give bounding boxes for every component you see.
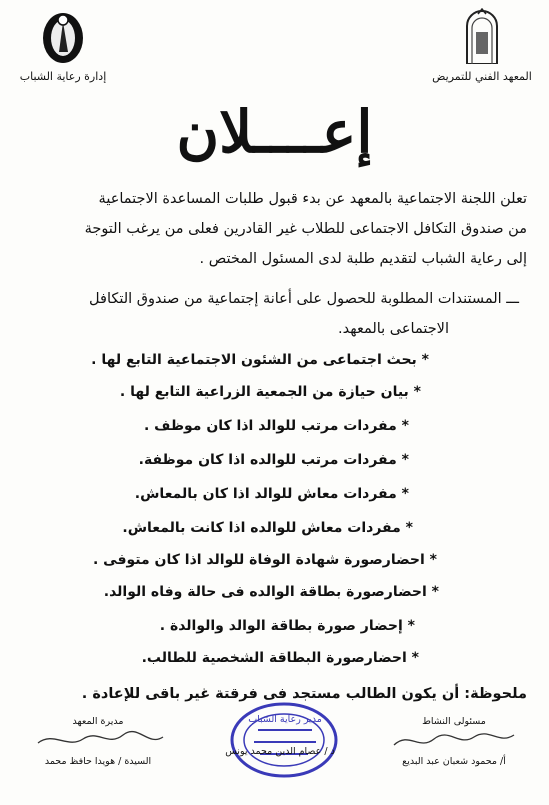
signature-name: السيدة / هويدا حافظ محمد [44, 756, 152, 767]
documents-heading [18, 284, 519, 344]
list-item: * بحث اجتماعى من الشئون الاجتماعية التابع لها . [91, 352, 429, 368]
youth-care-header [8, 8, 118, 83]
list-item: * احضارصورة البطاقة الشخصية للطالب. [141, 650, 419, 666]
body-line-1: تعلن اللجنة الاجتماعية بالمعهد عن بدء قبول طلبات المساعدة الاجتماعية [98, 191, 527, 207]
documents-line-2: الاجتماعى بالمعهد. [338, 321, 449, 337]
list-item: * احضارصورة بطاقة الوالده فى حالة وفاه الوالد. [103, 584, 439, 600]
list-item: * احضارصورة شهادة الوفاة للوالد اذا كان متوفى . [92, 552, 437, 568]
signature-title: مسئولى النشاط [422, 716, 486, 727]
stamp-title: مدير رعاية الشباب [248, 714, 322, 725]
youth-care-logo [41, 8, 85, 64]
youth-care-director-signature [200, 746, 360, 757]
body-line-2: من صندوق التكافل الاجتماعى للطلاب غير القادرين فعلى من يرغب التوجة [84, 221, 527, 237]
list-item: * بيان حيازة من الجمعية الزراعية التابع لها . [119, 384, 421, 400]
institute-director-signature [18, 716, 178, 767]
list-item: * مفردات معاش للوالد اذا كان بالمعاش. [134, 486, 409, 502]
official-stamp [228, 700, 340, 780]
list-item: * إحضار صورة بطاقة الوالد والوالدة . [159, 618, 415, 634]
signature-title: مديرة المعهد [72, 716, 124, 727]
handwritten-signature [28, 727, 168, 753]
handwritten-signature [389, 727, 519, 753]
documents-line-1: ـــ المستندات المطلوبة للحصول على أعانة إجتماعية من صندوق التكافل [89, 291, 519, 307]
note: ملحوظة: أن يكون الطالب مستجد فى فرقتة غير باقى للإعادة . [81, 686, 527, 702]
institute-name: المعهد الفني للتمريض [432, 70, 532, 83]
list-item: * مفردات مرتب للوالده اذا كان موظفة. [138, 452, 409, 468]
announcement-title: إعــــلان [176, 98, 373, 166]
body-line-3: إلى رعاية الشباب لتقديم طلبة لدى المسئول المختص . [199, 251, 527, 267]
list-item: * مفردات معاش للوالده اذا كانت بالمعاش. [122, 520, 413, 536]
signature-name: أ/ محمود شعبان عبد البديع [402, 756, 506, 767]
body-paragraph [18, 184, 527, 274]
institute-logo [462, 8, 502, 64]
signature-name: د / عصام الدين محمد يونس [225, 746, 335, 757]
activity-officer-signature [379, 716, 529, 767]
list-item: * مفردات مرتب للوالد اذا كان موظف . [143, 418, 409, 434]
youth-care-name: إدارة رعاية الشباب [19, 70, 107, 83]
institute-header [427, 8, 537, 83]
